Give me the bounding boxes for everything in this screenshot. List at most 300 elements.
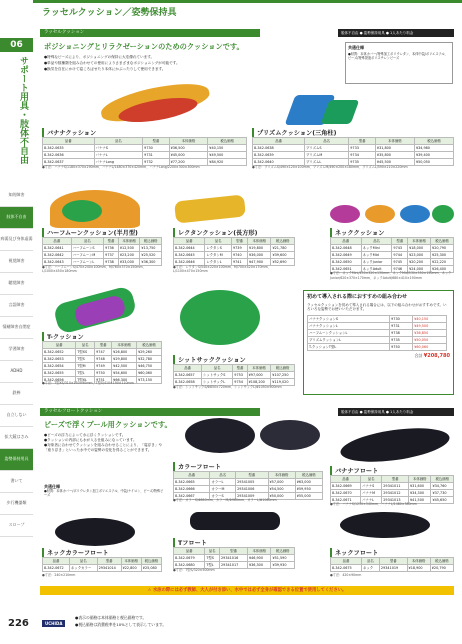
sitsack-cushion-image [180,290,260,345]
cell: バナナクッションS [308,315,390,322]
sitsack-cushion-title: シットサッククッション [173,355,246,364]
cell: ¥26,400 [431,266,454,273]
cell: ¥119,020 [271,379,295,386]
th-price: 本体価格 [121,558,141,565]
cell: ネックJunior [361,259,392,266]
cell: 29341017 [220,562,248,569]
cell: 8-342-0675 [331,565,362,572]
cell: 8-342-0679 [174,555,205,562]
neck-collar-float-note: ●寸法：240×210mm [42,573,76,577]
cell: プリズムS [305,145,349,152]
rectangle-cushion-note: ●寸法：レクタンS/540×220×100mm、M/700×420×170mm、L/1100×470×150mm [173,265,271,273]
cell: 8-342-0669 [331,483,361,490]
sidebar-item-15[interactable]: スロープ [0,515,33,537]
cell: ¥45,500 [375,159,414,166]
th-price-tax: 税込価格 [431,238,454,245]
t-float-note: ●寸法：T型S/320×500mm [173,568,215,572]
cell: 8-342-0640 [253,159,305,166]
sidebar-item-12[interactable]: 姿勢保持用具 [0,449,33,471]
cell: バナナM [360,490,381,497]
cell: T型M [76,363,95,370]
th-model: 型番 [236,472,268,479]
common-spec-title: 共通仕様 [348,45,364,50]
banana-float-table [330,475,454,504]
halfmoon-cushion-title: ハーフムーンクッション(半月型) [42,228,138,237]
cell: ¥49,500 [208,152,247,159]
prism-cushion-note: ●寸法：プリズムS/490×120×100mm、プリズムM/490×200×180mm、プリズムL/590×210×220mm [252,165,408,169]
table-row [174,252,295,259]
rectangle-cushion-image [174,194,246,223]
warning-bar [40,586,454,595]
cell: 29341019 [379,565,407,572]
cell: ¥73,150 [137,377,162,384]
cell: 9730 [143,145,169,152]
th-price: 本体価格 [268,472,295,479]
cell: ¥20,790 [430,565,453,572]
cell: バナナL [360,497,381,504]
cell: ¥40,150 [413,315,447,322]
banana-cushion-note: ●寸法：バナナS/1180×370×290mm、バナナL/1480×370×420mm、バナナLong/2200×300×300mm [42,165,200,169]
cell: 8-342-0651 [331,266,362,273]
footer-line-2: ●税込価格は消費税率を10%として表示しています。 [75,622,167,627]
cell: ¥97,000 [247,372,271,379]
section1-bullet-0: ●特殊なビーズにより、ポジショニングの保持に大変優れています。 [44,55,155,59]
th-code: 品番 [174,472,210,479]
th-name: 品名 [76,342,95,349]
th-price-tax: 税込価格 [271,365,295,372]
th-price-tax: 税込価格 [430,558,453,565]
sidebar-item-8[interactable]: ADHD [0,361,33,383]
collar-float-note: ●寸法：カラーS/Φ860mm、カラーM/Φ960mm、カラーL/Φ1060mm [173,498,277,502]
warning-icon: ⚠ [147,588,152,593]
cell: T型L [205,562,220,569]
cell: T型XL [76,377,95,384]
table-row [331,490,454,497]
th-model: 型番 [392,238,408,245]
th-code: 品番 [43,238,72,245]
table-row [174,555,295,562]
neck-cushion-table [330,237,454,273]
neck-cushion-image-4 [432,205,454,223]
sidebar-item-4[interactable]: 聴覚障害 [0,273,33,295]
cell: 9740 [231,252,247,259]
cell: ハーフムーンクッションL [308,329,390,336]
cell: ¥22,800 [121,565,141,572]
cell: ¥20,790 [431,245,454,252]
sidebar-item-14[interactable]: 歩行機器類 [0,493,33,515]
cell: ¥36,300 [247,562,271,569]
cell: ¥46,900 [247,555,271,562]
sidebar-item-13[interactable]: 書いて [0,471,33,493]
th-name: 品名 [305,138,349,145]
cell: 9738 [390,329,413,336]
sidebar-item-1[interactable]: 肢体不自由 [0,207,33,229]
cell: プリズムM [305,152,349,159]
float-spec-title: 共通仕様 [44,484,60,489]
cell: ¥46,750 [137,363,162,370]
neck-collar-float-image [55,518,135,546]
th-code: 品番 [174,365,202,372]
th-code: 品番 [43,558,70,565]
table-row [174,486,323,493]
cell: ¥31,600 [409,483,431,490]
cell: T型S [205,555,220,562]
cell: ¥29,260 [137,349,162,356]
page-number: 226 [8,618,29,629]
recommend-total: ¥208,780 [423,352,450,359]
cell: ¥34,980 [414,145,453,152]
th-price-tax: 税込価格 [140,238,162,245]
cell: ¥19,800 [248,245,271,252]
cell: ¥50,050 [413,336,447,343]
cell: 8-342-0653 [43,356,76,363]
cell: 9750 [390,343,413,350]
cell: ネック [361,565,379,572]
section1-bullet-1: ●単品や数種類を組み合わせての使用によりさまざまなポジショニングが可能です。 [44,61,180,65]
cell: 9730 [390,315,413,322]
recommend-box [303,290,454,395]
th-model: 型番 [233,365,247,372]
cell: ¥39,400 [414,152,453,159]
recommend-title: 初めて導入される際におすすめの組み合わせ [307,294,408,300]
cell: ¥66,300 [112,377,137,384]
cell: ¥25,520 [140,252,162,259]
table-row [308,336,447,343]
recommend-total-label: 合計 [414,352,423,358]
table-row [331,565,454,572]
cell: 29341011 [382,483,409,490]
th-code: 品番 [43,138,95,145]
cell: 9735 [390,336,413,343]
cell: ¥21,780 [271,245,295,252]
cell: ¥13,750 [140,245,162,252]
th-price-tax: 税込価格 [137,342,162,349]
prism-cushion-title: プリズムクッション(三角柱) [252,128,336,137]
collar-float-image-2 [260,420,320,450]
cell: 8-342-0648 [331,245,362,252]
cell: 9741 [231,259,247,266]
th-price-tax: 税込価格 [271,548,295,555]
table-row [308,322,447,329]
th-price: 本体価格 [118,238,140,245]
cell: 9746 [392,266,408,273]
cell: ¥34,760 [431,483,454,490]
sidebar [0,0,33,644]
table-row [308,329,447,336]
cell: 8-342-0639 [253,152,305,159]
cell: 9750 [95,370,112,377]
cell: 9733 [349,145,376,152]
cell: ¥107,250 [271,372,295,379]
cell: 8-342-0670 [331,490,361,497]
th-price: 本体価格 [409,476,431,483]
th-model: 型番 [220,548,248,555]
cell: 8-342-0649 [331,252,362,259]
th-name: 品名 [361,238,392,245]
t-float-table [173,547,295,569]
cell: ¥31,800 [375,145,414,152]
cell: ¥49,500 [413,322,447,329]
cell: バナナS [94,145,143,152]
cell: ¥32,780 [137,356,162,363]
cell: ¥36,500 [169,145,208,152]
cell: ハーフムーンL [71,259,103,266]
cell: ¥33,000 [118,259,140,266]
cell: ¥108,200 [247,379,271,386]
neck-float-note: ●寸法：420×90mm [330,573,362,577]
cell: T型XS [76,349,95,356]
th-model: 型番 [382,476,409,483]
cell: 29341012 [382,490,409,497]
cell: T-クッションT型L [308,343,390,350]
cell: ¥84,920 [208,159,247,166]
th-name: 品名 [71,238,103,245]
cell: 8-342-0665 [174,479,210,486]
cell: ハーフムーンS [71,245,103,252]
cell: 9735 [349,159,376,166]
cell: ハーフムーンM [71,252,103,259]
float-common-spec [44,484,166,498]
cell: ¥23,000 [408,252,431,259]
halfmoon-cushion-note: ●寸法：ハーフムーンS/470×240×100mm、M/760×370×150mm、L/1000×450×180mm [42,265,146,273]
cell: 9748 [95,356,112,363]
cell: 8-342-0654 [43,363,76,370]
cell: ¥60,060 [137,370,162,377]
cell: ¥57,000 [268,479,295,486]
cell: 9753 [233,372,247,379]
neck-float-table [330,557,454,572]
t-cushion-table [42,341,162,384]
recommend-text: ラッセルクッションを初めて導入される場合には、以下の組み合わせがおすすめです。いろいろな姿勢でお使いいただけます。 [307,302,447,312]
th-code: 品番 [331,476,361,483]
banana-float-note: ●寸法：バナナS/1230×340mm、バナナL/1480×380mm [330,502,417,506]
cell: 8-342-0642 [43,252,72,259]
cell: ネックMid [361,252,392,259]
brand-logo: UCHIDA [42,620,65,627]
cell: 8-342-0658 [174,379,202,386]
cell: 8-342-0666 [174,486,210,493]
cell: カラーL [210,479,236,486]
cell: ¥60,060 [413,343,447,350]
neck-cushion-title: ネッククッション [330,228,384,237]
cell: 29341013 [382,497,409,504]
table-row [43,356,162,363]
cell: ¥36,850 [413,329,447,336]
recommend-table [307,315,447,351]
th-price: 本体価格 [247,365,271,372]
table-row [174,479,323,486]
cell: レクタンS [205,245,232,252]
rectangle-cushion-title: レクタンクッション(長方形) [173,228,257,237]
cell: ¥29,800 [112,356,137,363]
section2-bullet-0: ●ビーズの浮力によって水に浮くクッションです。 [44,433,126,437]
th-code: 品番 [174,548,205,555]
sitsack-cushion-note: ●寸法：シットサックS/Φ850×720mm、シットサックL/Φ1050×900mm [173,385,282,389]
cell: ¥50,050 [414,159,453,166]
section1-bullet-2: ●換気を自在にかけて寝ころばせたり本体にかぶったりして使用できます。 [44,67,166,71]
cell: ネックカラー [69,565,97,572]
neck-cushion-image [330,205,360,223]
table-row [331,252,454,259]
cell: 9738 [104,259,119,266]
table-row [43,565,162,572]
table-row [331,259,454,266]
section1-heading: ポジショニングとリラクゼーションのためのクッションです。 [44,42,244,51]
cell: 9736 [104,245,119,252]
th-model: 型番 [95,342,112,349]
cell: 8-342-0641 [43,245,72,252]
th-model: 型番 [104,238,119,245]
table-row [174,372,295,379]
cell: 8-342-0645 [174,252,205,259]
cell: ネックMini [361,245,392,252]
cell: 8-342-0644 [174,245,205,252]
cell: 8-342-0667 [174,493,210,500]
sidebar-item-0[interactable]: 知的障害 [0,185,33,207]
cell: ¥25,080 [141,565,161,572]
collar-float-table [173,471,323,500]
cell: 8-342-0672 [43,565,70,572]
cell: レクタンM [205,252,232,259]
cell: 8-342-0680 [174,562,205,569]
cell: T型S [76,356,95,363]
sidebar-item-9[interactable]: 鉄棒 [0,383,33,405]
cell: ¥39,600 [271,252,295,259]
cell: ¥26,800 [112,349,137,356]
table-row [43,145,247,152]
cell: カラーM [210,486,236,493]
th-model: 型番 [231,238,247,245]
cell: 8-342-0656 [43,377,76,384]
cell: ¥50,000 [268,493,295,500]
sitsack-cushion-table [173,364,295,386]
cell: ¥34,300 [409,490,431,497]
table-row [331,245,454,252]
cell: ¥18,000 [408,245,431,252]
cell: ¥42,500 [112,363,137,370]
th-price: 本体価格 [169,138,208,145]
cell: 29341006 [236,486,268,493]
section2-bullet-2: ●対象者に合わせてクッションを組み合わせることにより、「寝浮き」や「座り浮き」といった水中での姿勢の変化を得ることができます。 [44,443,163,453]
sidebar-item-7[interactable]: 学習障害 [0,339,33,361]
t-float-image [190,512,280,530]
cell: ¥35,800 [375,152,414,159]
cell: ¥45,650 [431,497,454,504]
sidebar-item-3[interactable]: 視覚障害 [0,251,33,273]
cell: 9739 [231,245,247,252]
table-row [43,152,247,159]
table-row [253,152,454,159]
footer-line-1: ●表示の価格は本体価格と税込価格です。 [75,615,147,620]
sidebar-item-11[interactable]: 拡大鏡はさみ [0,427,33,449]
neck-float-image [340,512,430,538]
cell: ¥36,300 [140,259,162,266]
cell: 9731 [143,152,169,159]
cell: ¥24,000 [408,266,431,273]
cell: 9751 [95,377,112,384]
neck-collar-float-title: ネックカラーフロート [42,548,109,557]
neck-float-title: ネックフロート [330,548,378,557]
th-name: 品名 [94,138,143,145]
cell: 29341005 [236,479,268,486]
banana-float-title: バナナフロート [330,466,378,475]
th-model: 型番 [143,138,169,145]
t-float-title: Tフロート [173,538,207,547]
cell: ¥77,200 [169,159,208,166]
th-name: 品名 [69,558,97,565]
sidebar-item-2[interactable]: 病弱及び身体虚弱 [0,229,33,251]
cell: プリズムL [305,159,349,166]
th-code: 品番 [253,138,305,145]
section1-bar: ラッセルクッション [40,29,260,37]
cell: 8-342-0638 [253,145,305,152]
cell: 9754 [233,379,247,386]
sidebar-item-6[interactable]: 情緒障害自閉症 [0,317,33,339]
halfmoon-cushion-table [42,237,162,266]
cell: バナナL [94,152,143,159]
cell: 8-342-0655 [43,370,76,377]
cell: プリズムクッションL [308,336,390,343]
cell: 9744 [392,252,408,259]
table-row [253,145,454,152]
neck-cushion-image-2 [365,205,395,223]
cell: 29341014 [97,565,121,572]
float-spec-text: ●材質：本体カバー/ポリウレタン加工ポリエステル、中袋/ナイロン、ビーズ/特殊ビーズ [44,489,164,498]
cell: 29341009 [236,493,268,500]
cell: ¥47,900 [248,259,271,266]
table-row [331,483,454,490]
table-row [43,363,162,370]
common-spec-box [345,42,453,84]
table-row [174,245,295,252]
cell: ¥55,000 [295,493,322,500]
th-model: 型番 [97,558,121,565]
sidebar-item-5[interactable]: 言語障害 [0,295,33,317]
th-price: 本体価格 [375,138,414,145]
sidebar-number: 06 [0,38,33,52]
th-price: 本体価格 [408,238,431,245]
cell: 8-342-0637 [43,159,95,166]
cell: ¥22,220 [431,259,454,266]
collar-float-image [185,418,255,453]
cell: ¥40,150 [208,145,247,152]
page-title: ラッセルクッション／姿勢保持具 [42,8,177,18]
cell: ¥45,000 [169,152,208,159]
cell: ネックAdult [361,266,392,273]
banana-cushion-table [42,137,247,166]
cell: ¥23,200 [118,252,140,259]
cell: ¥52,690 [271,259,295,266]
th-price: 本体価格 [247,548,271,555]
cell: 8-342-0671 [331,497,361,504]
th-code: 品番 [174,238,205,245]
cell: T型L [76,370,95,377]
table-row [308,343,447,350]
table-row [43,252,162,259]
cell: ¥20,200 [408,259,431,266]
cell: 9732 [143,159,169,166]
cell: ¥54,600 [112,370,137,377]
header-bar-accent [33,0,462,3]
th-price: 本体価格 [248,238,271,245]
cell: 8-342-0643 [43,259,72,266]
cell: ¥37,730 [431,490,454,497]
rectangle-cushion-table [173,237,295,266]
prism-cushion-table [252,137,454,166]
common-spec-text: ●材質：本体カバー/特殊加工ポリウレタン、本体中袋/ポリエステル、ビーズ/特殊発泡ポリスチレンビーズ [348,52,448,61]
section2-bullets [44,433,164,453]
sidebar-item-10[interactable]: 自立しない [0,405,33,427]
